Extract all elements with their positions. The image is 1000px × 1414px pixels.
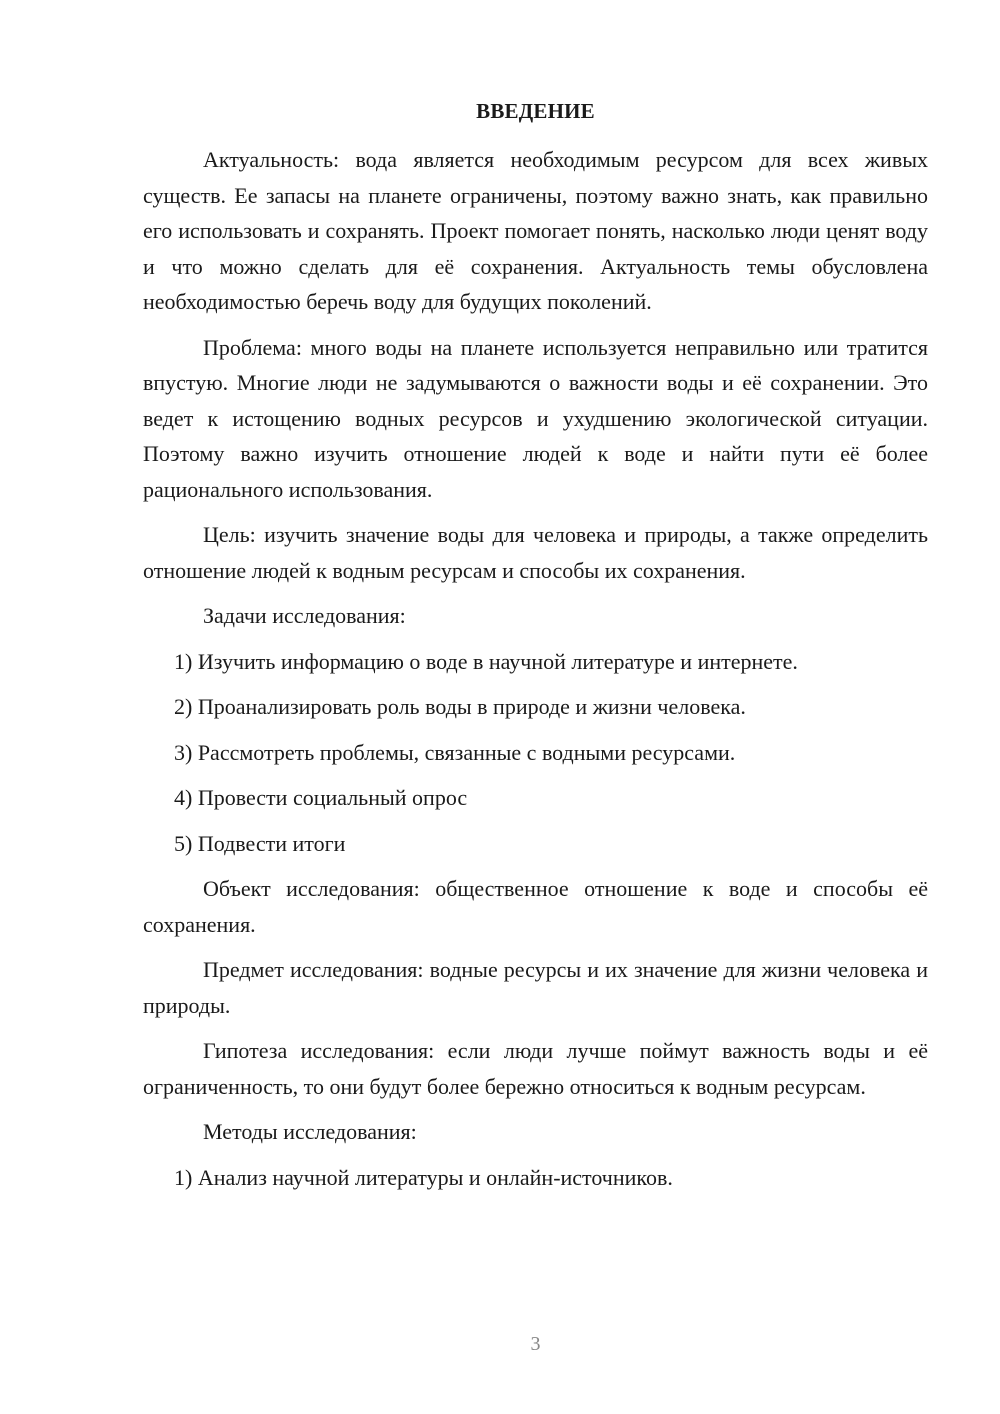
object-paragraph: Объект исследования: общественное отношение к воде и способы её сохранения. [143,876,928,937]
problem-paragraph: Проблема: много воды на планете используется неправильно или тратится впустую. Многие люди не задумываются о важности воды и её сохранении. Это ведет к истощению водных ресурсов и ухудшению экологической ситуации. Поэтому важно изучить отношение людей к воде и найти пути её более рационального использования. [143,334,928,502]
task-item: 4) Провести социальный опрос [174,785,468,810]
relevance-paragraph: Актуальность: вода является необходимым ресурсом для всех живых существ. Ее запасы на планете ограничены, поэтому важно знать, как правильно его использовать и сохранять. Проект помогает понять, насколько люди ценят воду и что можно сделать для её сохранения. Актуальность темы обусловлена необходимостью беречь воду для будущих поколений. [143,147,928,314]
tasks-label: Задачи исследования: [203,603,406,628]
method-item: 1) Анализ научной литературы и онлайн-источников. [174,1164,673,1190]
section-heading: ВВЕДЕНИЕ [476,99,595,123]
page-content [143,142,928,1205]
subject-paragraph: Предмет исследования: водные ресурсы и их значение для жизни человека и природы. [143,957,928,1018]
page-number: 3 [530,1333,541,1355]
task-item: 5) Подвести итоги [174,830,346,856]
hypothesis-paragraph: Гипотеза исследования: если люди лучше поймут важность воды и её ограниченность, то они будут более бережно относиться к водным ресурсам. [143,1038,928,1099]
task-item: 2) Проанализировать роль воды в природе и жизни человека. [174,694,746,719]
task-item: 3) Рассмотреть проблемы, связанные с водными ресурсами. [174,739,736,765]
task-item: 1) Изучить информацию о воде в научной литературе и интернете. [174,648,798,674]
goal-paragraph: Цель: изучить значение воды для человека и природы, а также определить отношение людей к водным ресурсам и способы их сохранения. [143,522,928,583]
methods-label: Методы исследования: [203,1119,417,1144]
document-page [143,0,928,1414]
